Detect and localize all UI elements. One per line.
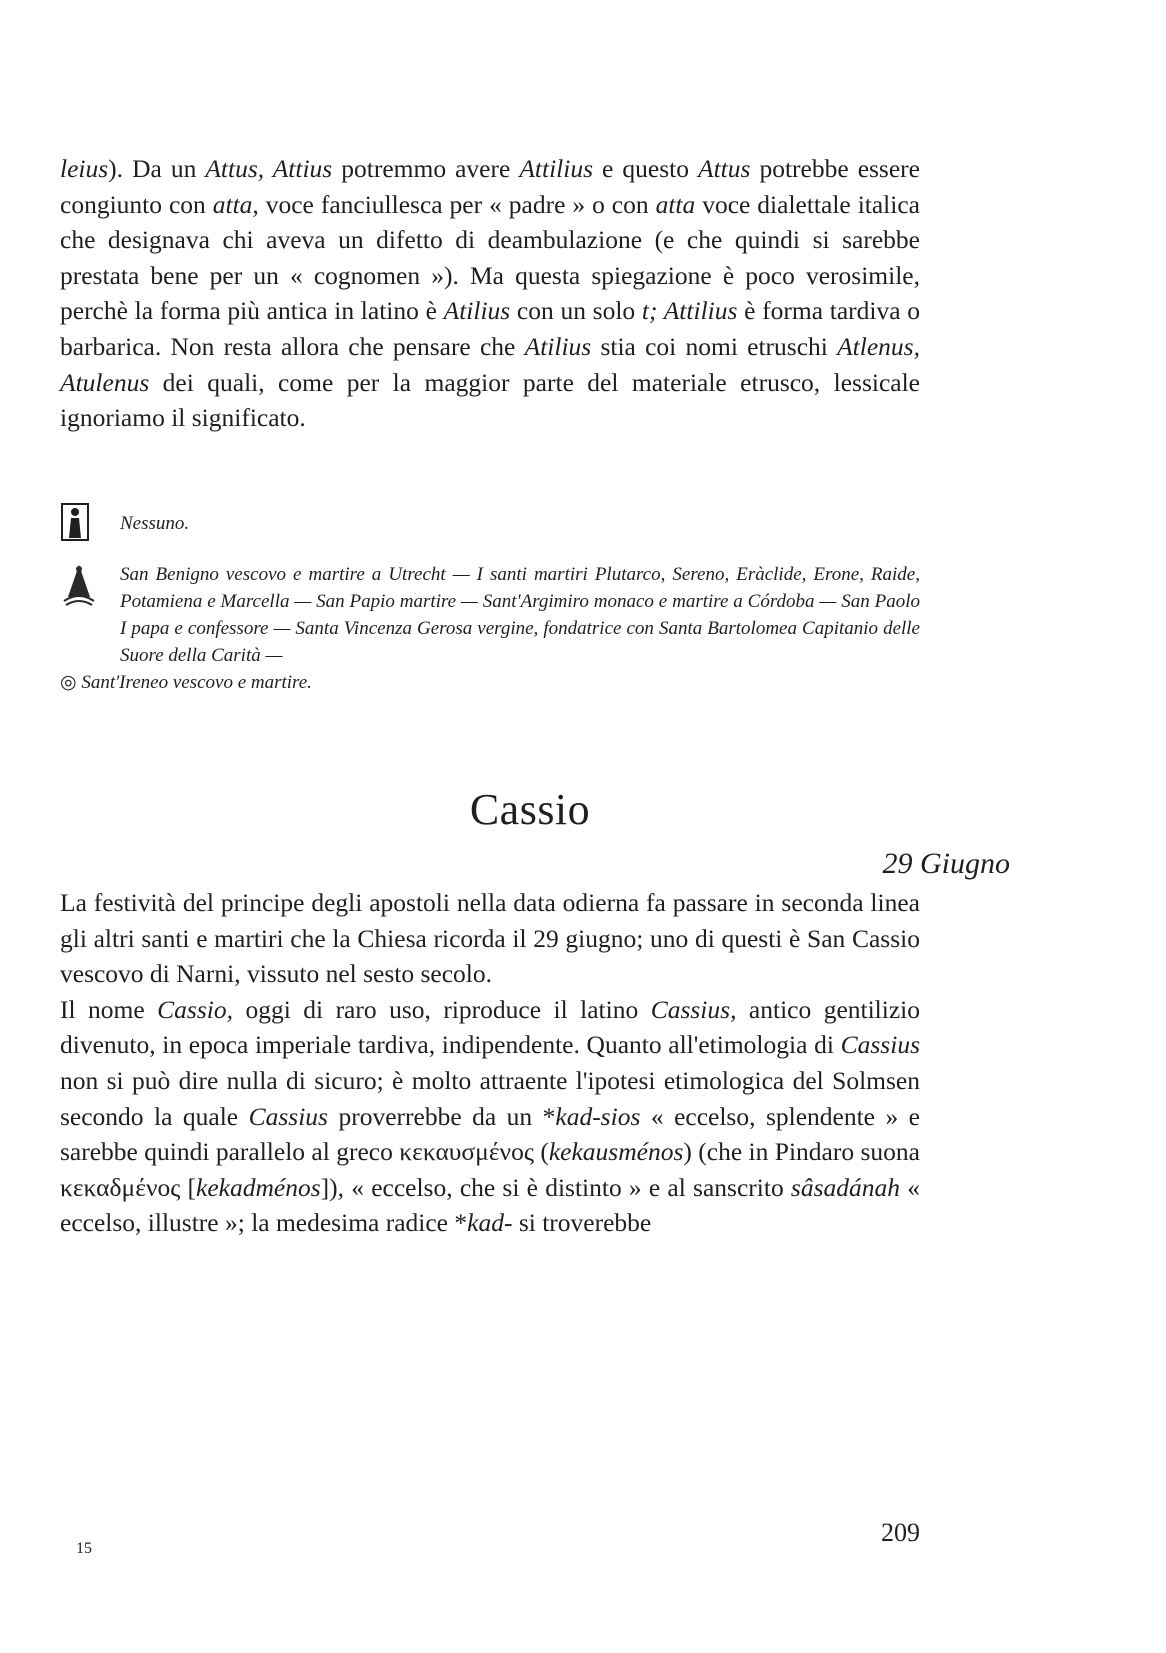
feast-of-day-line <box>60 669 920 696</box>
text-run: e questo <box>593 154 698 183</box>
text-run: « eccelso, illustre »; la medesima radice * <box>60 1172 920 1238</box>
cassio-entry-text <box>60 885 920 1241</box>
feast-none-text: Nessuno. <box>120 513 190 534</box>
text-run: non si può dire nulla di sicuro; è molto attraente l'ipotesi etimologica del Solmsen secondo la quale <box>60 1065 920 1131</box>
text-run: potrebbe essere congiunto con <box>60 154 920 219</box>
italic-run: atta <box>655 189 696 219</box>
text-run: voce fanciullesca per « padre » o con <box>258 189 656 219</box>
text-run: « eccelso, splendente » e sarebbe quindi parallelo al greco κεκαυσμένος ( <box>60 1101 921 1167</box>
saints-list: San Benigno vescovo e martire a Utrecht — I santi martiri Plutarco, Sereno, Eràclide, Erone, Raide, Potamiena e Marcella — San Papio martire — Sant'Argimiro monaco e martire a Córdoba — San Paolo I papa e confessore — Santa Vincenza Gerosa vergine, fondatrice con Santa Bartolomea Capitanio delle Suore della Carità — <box>120 564 920 666</box>
text-run: proverrebbe da un * <box>327 1101 556 1131</box>
italic-run: Attus <box>698 154 751 183</box>
text-run: ). Da un <box>108 154 206 183</box>
cassio-paragraph-1: La festività del principe degli apostoli nella data odierna fa passare in seconda linea gli altri santi e martiri che la Chiesa ricorda il 29 giugno; uno di questi è San Cassio vescovo di Narni, vissuto nel sesto secolo. <box>60 888 920 989</box>
italic-run: kad- <box>467 1208 513 1238</box>
text-run: dei quali, come per la maggior parte del materiale etrusco, lessicale ignoriamo il significato. <box>60 367 920 433</box>
text-run: ]), « eccelso, che si è distinto » e al sanscrito <box>320 1172 791 1202</box>
italic-run: kekadménos <box>196 1172 321 1202</box>
saints-of-the-day <box>60 561 920 696</box>
italic-run: Attilius <box>519 154 594 183</box>
text-run: ) (che in Pindaro suona κεκαδμένος [ <box>60 1137 920 1202</box>
italic-run: kekausménos <box>548 1137 684 1167</box>
italic-run: Cassius <box>840 1030 920 1060</box>
italic-run: t; Attilius <box>641 296 738 326</box>
text-run: Il nome <box>60 994 158 1024</box>
text-run: antico gentilizio divenuto, in epoca imperiale tardiva, indipendente. Quanto all'etimologia di <box>60 994 921 1060</box>
cassio-paragraph-2 <box>60 992 920 1241</box>
feast-bullseye-icon: ◎ <box>60 672 77 693</box>
text-run: stia coi nomi etruschi <box>591 331 838 361</box>
section-date: 29 Giugno <box>882 847 1010 880</box>
italic-run: atta, <box>212 189 259 219</box>
italic-run: Cassius <box>248 1101 328 1131</box>
text-run: oggi di raro uso, riproduce il latino <box>233 994 651 1024</box>
italic-run: Attus, Attius <box>205 154 333 183</box>
italic-run: Atilius <box>524 331 592 361</box>
italic-run: Cassius, <box>650 994 737 1024</box>
italic-run: sâsadánah <box>790 1172 901 1202</box>
text-run: potremmo avere <box>332 154 520 183</box>
text-run: con un solo <box>510 296 642 326</box>
section-title: Cassio <box>469 785 591 834</box>
italic-run: Atilius <box>443 296 511 326</box>
gathering-number: 15 <box>76 1540 92 1557</box>
page-number: 209 <box>881 1518 920 1547</box>
previous-entry-text <box>60 151 920 436</box>
previous-entry-paragraph <box>60 151 920 436</box>
italic-run: kad-sios <box>555 1101 641 1131</box>
italic-run: Cassio, <box>157 994 233 1024</box>
feast-of-day-text: Sant'Ireneo vescovo e martire. <box>81 672 312 693</box>
italic-run: Atlenus, Atulenus <box>60 331 920 397</box>
text-run: è forma tardiva o barbarica. Non resta allora che pensare che <box>60 296 921 361</box>
saint-figure-icon <box>60 500 90 542</box>
text-run: si troverebbe <box>512 1208 652 1238</box>
text-run: voce dialettale italica che designava chi aveva un difetto di deambulazione (e che quindi si sarebbe prestata bene per un « cognomen »). Ma questa spiegazione è poco verosimile, perchè la forma più antica in latino è <box>60 189 920 326</box>
italic-run: leius <box>60 154 109 183</box>
